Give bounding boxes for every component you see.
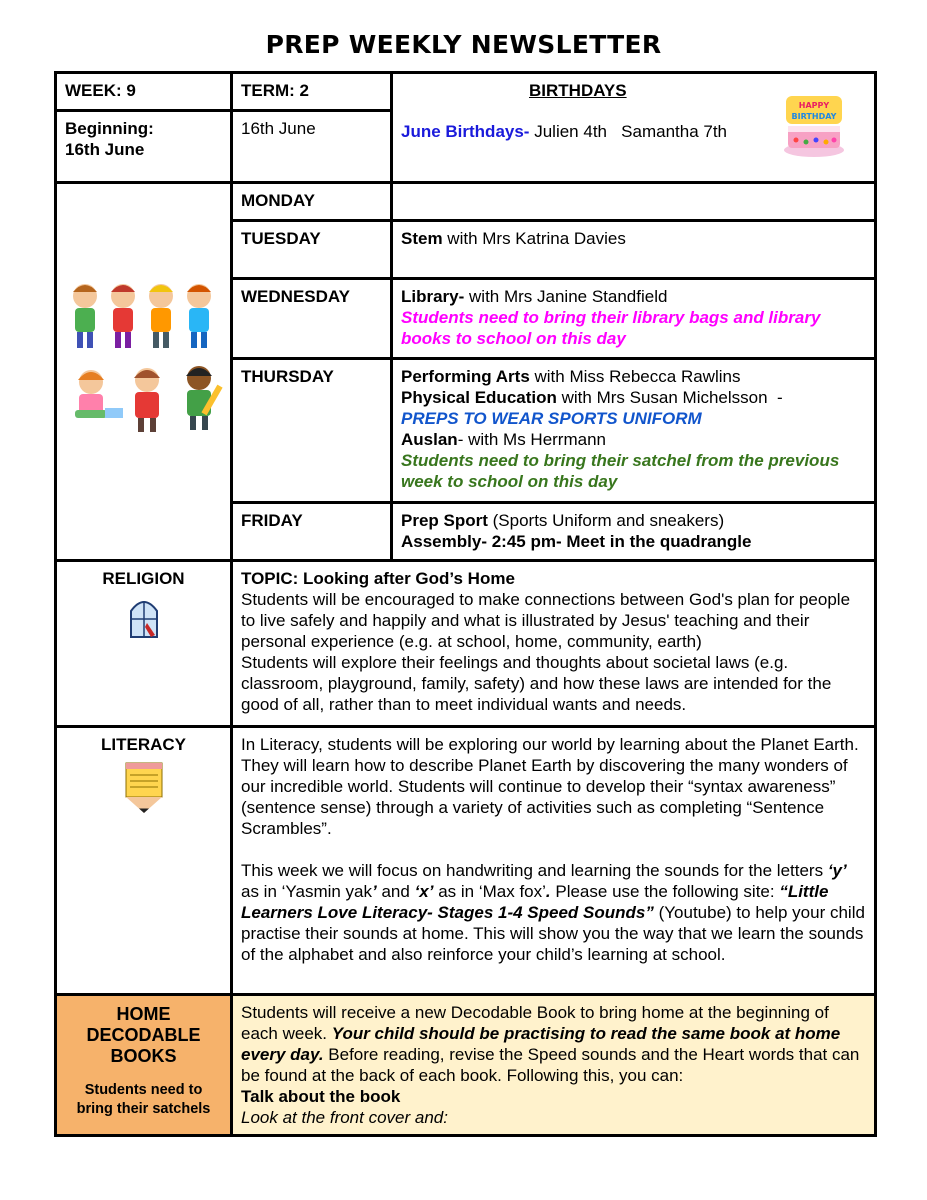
- tuesday-teacher: with Mrs Katrina Davies: [442, 229, 626, 248]
- religion-topic: TOPIC: Looking after God’s Home: [241, 569, 515, 588]
- literacy-p2-part-a: This week we will focus on handwriting and learning the sounds for the letters: [241, 861, 828, 880]
- friday-prep-sport: Prep Sport: [401, 511, 488, 530]
- literacy-label: LITERACY: [101, 735, 186, 754]
- religion-label: RELIGION: [102, 569, 185, 588]
- religion-paragraph-2: Students will explore their feelings and thoughts about societal laws (e.g. classroom, playground, family, safety) and how these laws are intended for the good of all, rather than to meet individual wants and needs.: [241, 653, 832, 714]
- literacy-p2-part-f: (Youtube) to help your child practise their sounds at home. This will show you the way that we learn the sounds of the alphabet and also reinforce your child’s learning at school.: [241, 903, 865, 964]
- thursday-auslan-teacher: - with Ms Herrmann: [457, 430, 606, 449]
- pencil-icon: [124, 761, 164, 815]
- thursday-performing-arts-teacher: with Miss Rebecca Rawlins: [529, 367, 741, 386]
- wednesday-content: [392, 279, 876, 359]
- newsletter-table: [54, 71, 877, 1137]
- monday-content: [392, 183, 876, 221]
- beginning-value-cell: [232, 111, 392, 183]
- beginning-cell: [56, 111, 232, 183]
- literacy-p2-part-e: Please use the following site:: [550, 882, 780, 901]
- religion-content: [232, 561, 876, 727]
- children-illustration: [65, 278, 225, 458]
- thursday-pe: Physical Education: [401, 388, 557, 407]
- friday-day: [232, 503, 392, 561]
- svg-text:HAPPY: HAPPY: [798, 101, 830, 110]
- home-books-text-1: Students will receive a new Decodable Book to bring home at the beginning of each week.: [241, 1003, 829, 1043]
- tuesday-label: TUESDAY: [241, 229, 321, 248]
- talk-about-book: Talk about the book: [241, 1087, 401, 1106]
- friday-prep-sport-detail: (Sports Uniform and sneakers): [487, 511, 725, 530]
- thursday-label: THURSDAY: [241, 367, 334, 386]
- thursday-performing-arts: Performing Arts: [401, 367, 530, 386]
- literacy-paragraph-2: [241, 860, 866, 965]
- literacy-p2-part-b: as in ‘Yasmin yak: [241, 882, 373, 901]
- wednesday-teacher: with Mrs Janine Standfield: [464, 287, 668, 306]
- literacy-site-name: “Little Learners Love Literacy- Stages 1-4 Speed Sounds”: [241, 882, 829, 922]
- literacy-p2-part-d: as in ‘Max fox’: [433, 882, 546, 901]
- friday-content: [392, 503, 876, 561]
- thursday-pe-teacher: with Mrs Susan Michelsson -: [556, 388, 783, 407]
- birthday-cake-icon: [780, 90, 848, 160]
- religion-paragraph-1: Students will be encouraged to make connections between God's plan for people to live safely and happily and what is illustrated by Jesus' teaching and their personal experience (e.g. at school, home, community, earth): [241, 590, 851, 651]
- literacy-p2-dot: .: [545, 882, 551, 901]
- literacy-label-cell: [56, 727, 232, 995]
- look-at-cover: Look at the front cover and:: [241, 1108, 448, 1127]
- literacy-p2-quote: ’: [372, 882, 377, 901]
- june-birthdays-names: Julien 4th Samantha 7th: [534, 122, 728, 141]
- literacy-content: [232, 727, 876, 995]
- thursday-satchel-note: Students need to bring their satchel from the previous week to school on this day: [401, 451, 840, 491]
- literacy-paragraph-1: In Literacy, students will be exploring our world by learning about the Planet Earth. They will learn how to describe Planet Earth by discovering the many wonders of our incredible world. Students will continue to develop their “syntax awareness” (sentence sense) through a variety of activities such as completing “Sentence Scrambles”.: [241, 735, 859, 838]
- religion-label-cell: [56, 561, 232, 727]
- term-cell: [232, 73, 392, 111]
- beginning-label: Beginning:: [65, 119, 154, 138]
- letter-x: ‘x’: [414, 882, 434, 901]
- wednesday-subject: Library-: [401, 287, 465, 306]
- week-label: WEEK: 9: [65, 81, 136, 100]
- home-books-text-2: Your child should be practising to read the same book at home every day.: [241, 1024, 841, 1064]
- church-window-icon: [127, 595, 161, 639]
- monday-day: [232, 183, 392, 221]
- beginning-date: 16th June: [65, 140, 145, 159]
- letter-y: ‘y’: [827, 861, 847, 880]
- birthdays-cell: [392, 73, 876, 183]
- newsletter-title: PREP WEEKLY NEWSLETTER: [265, 30, 662, 59]
- kids-image-cell: [56, 183, 232, 561]
- wednesday-note: Students need to bring their library bags and library books to school on this day: [401, 308, 821, 348]
- svg-text:BIRTHDAY: BIRTHDAY: [791, 112, 837, 121]
- thursday-auslan: Auslan: [401, 430, 458, 449]
- home-books-label-cell: [56, 995, 232, 1136]
- thursday-content: [392, 359, 876, 503]
- tuesday-content: [392, 221, 876, 279]
- home-books-label: HOME DECODABLE BOOKS: [86, 1004, 201, 1066]
- home-books-sub: Students need to bring their satchels: [76, 1082, 211, 1117]
- term-label: TERM: 2: [241, 81, 309, 100]
- birthdays-heading: BIRTHDAYS: [529, 81, 627, 100]
- tuesday-subject: Stem: [401, 229, 443, 248]
- home-books-text-3: Before reading, revise the Speed sounds and the Heart words that can be found at the back of each book. Following this, you can:: [241, 1045, 860, 1085]
- home-books-text: [241, 1002, 866, 1086]
- thursday-day: [232, 359, 392, 503]
- friday-label: FRIDAY: [241, 511, 303, 530]
- wednesday-label: WEDNESDAY: [241, 287, 350, 306]
- june-birthdays-label: June Birthdays-: [401, 122, 530, 141]
- literacy-p2-part-c: and: [376, 882, 415, 901]
- week-cell: [56, 73, 232, 111]
- beginning-value: 16th June: [241, 119, 316, 138]
- home-books-content: [232, 995, 876, 1136]
- tuesday-day: [232, 221, 392, 279]
- monday-label: MONDAY: [241, 191, 315, 210]
- thursday-uniform-note: PREPS TO WEAR SPORTS UNIFORM: [401, 409, 702, 428]
- friday-assembly: Assembly- 2:45 pm- Meet in the quadrangle: [401, 532, 752, 551]
- wednesday-day: [232, 279, 392, 359]
